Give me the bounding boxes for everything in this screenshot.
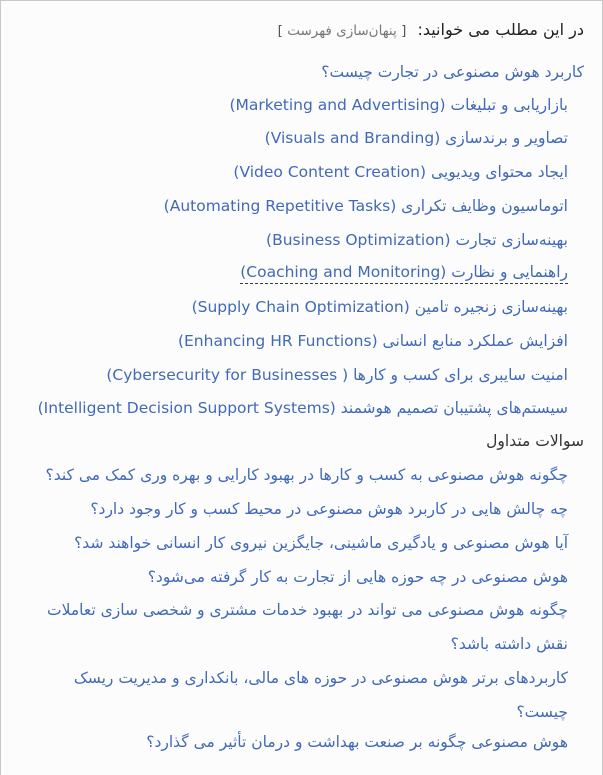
toc-link-video[interactable]: ایجاد محتوای ویدیویی (Video Content Creation) bbox=[233, 163, 568, 181]
toc-link-hr[interactable]: افزایش عملکرد منابع انسانی (Enhancing HR Functions) bbox=[177, 332, 568, 350]
faq-link-finance[interactable]: کاربردهای برتر هوش مصنوعی در حوزه های مالی، بانکداری و مدیریت ریسک چیست؟ bbox=[73, 669, 568, 721]
toc-link-optimization[interactable]: بهینه‌سازی تجارت (Business Optimization) bbox=[266, 231, 568, 249]
toggle-close-bracket: ] bbox=[277, 23, 283, 39]
toc-toggle-link[interactable] bbox=[278, 23, 407, 39]
toc-link-cybersecurity[interactable]: امنیت سایبری برای کسب و کارها ( Cybersecurity for Businesses) bbox=[106, 366, 568, 384]
toc-link-decision-support[interactable]: سیستم‌های پشتیبان تصمیم هوشمند (Intelligent Decision Support Systems) bbox=[37, 399, 568, 417]
faq-link-challenges[interactable]: چه چالش هایی در کاربرد هوش مصنوعی در محیط کسب و کار وجود دارد؟ bbox=[90, 500, 568, 518]
toc-link-automation[interactable]: اتوماسیون وظایف تکراری (Automating Repetitive Tasks) bbox=[163, 197, 568, 215]
toc-header bbox=[278, 19, 584, 42]
faq-heading[interactable]: سوالات متداول bbox=[486, 432, 584, 450]
faq-link-replace-workforce[interactable]: آیا هوش مصنوعی و یادگیری ماشینی، جایگزین نیروی کار انسانی خواهند شد؟ bbox=[74, 534, 568, 552]
toggle-open-bracket: [ bbox=[401, 23, 407, 39]
faq-link-healthcare[interactable]: هوش مصنوعی چگونه بر صنعت بهداشت و درمان تأثیر می گذارد؟ bbox=[146, 733, 568, 751]
faq-link-efficiency[interactable]: چگونه هوش مصنوعی به کسب و کارها در بهبود کارایی و بهره وری کمک می کند؟ bbox=[45, 466, 568, 484]
toc-link-coaching[interactable]: راهنمایی و نظارت (Coaching and Monitoring) bbox=[240, 262, 568, 284]
toggle-label[interactable]: پنهان‌سازی فهرست bbox=[287, 23, 397, 39]
toc-link-main-heading[interactable]: کاربرد هوش مصنوعی در تجارت چیست؟ bbox=[321, 63, 584, 81]
toc-link-supply-chain[interactable]: بهینه‌سازی زنجیره تامین (Supply Chain Optimization) bbox=[191, 298, 568, 316]
toc-link-marketing[interactable]: بازاریابی و تبلیغات (Marketing and Advertising) bbox=[229, 96, 568, 114]
faq-link-customer-service[interactable]: چگونه هوش مصنوعی می تواند در بهبود خدمات مشتری و شخصی سازی تعاملات نقش داشته باشد؟ bbox=[47, 601, 568, 653]
toc-intro-label: در این مطلب می خوانید: bbox=[417, 20, 584, 39]
faq-link-areas[interactable]: هوش مصنوعی در چه حوزه هایی از تجارت به کار گرفته می‌شود؟ bbox=[147, 568, 568, 586]
toc-link-visuals[interactable]: تصاویر و برندسازی (Visuals and Branding) bbox=[264, 129, 568, 147]
